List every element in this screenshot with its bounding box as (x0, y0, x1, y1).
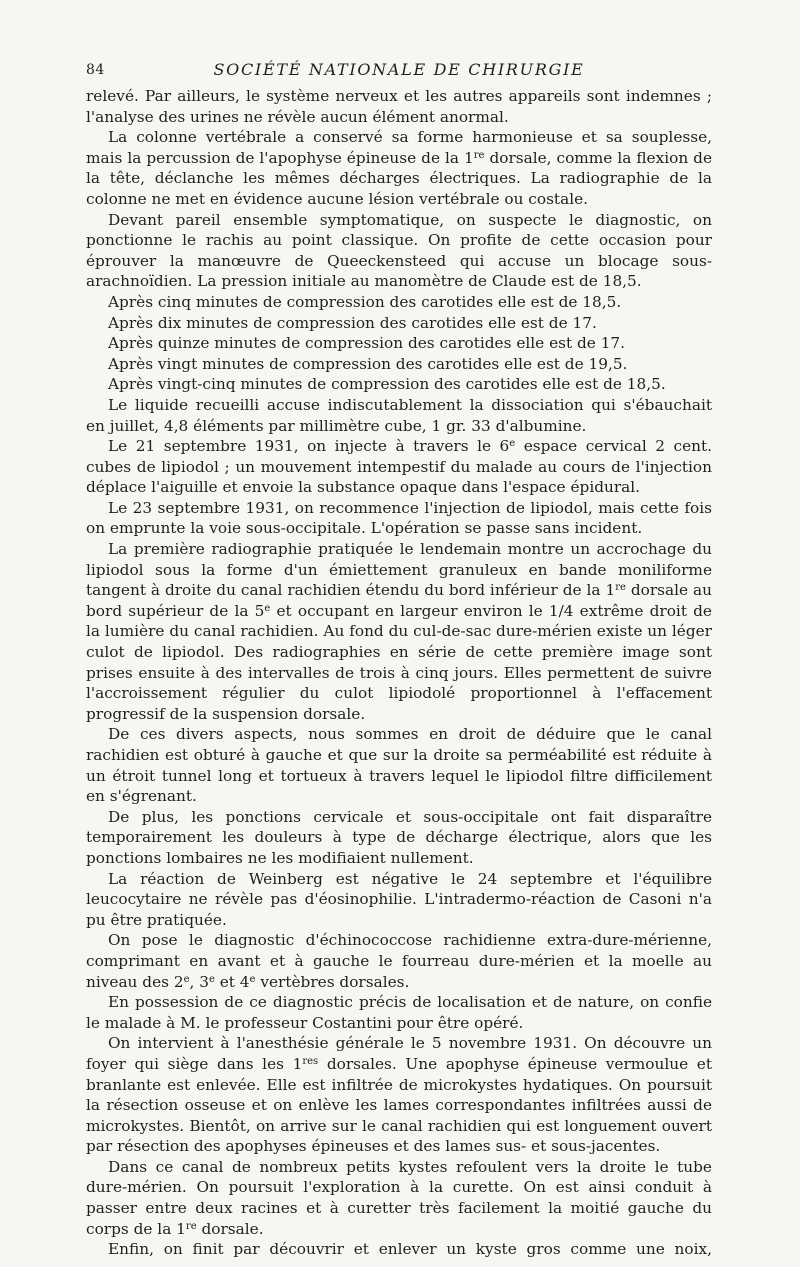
paragraph: On pose le diagnostic d'échinococcose rachidienne extra-dure-mérienne, comprimant en avant et à gauche le fourreau dure-mérien et la moelle au niveau des 2e, 3e et 4e vertèbres dorsales. (86, 931, 712, 991)
paragraph: On intervient à l'anesthésie générale le 5 novembre 1931. On découvre un foyer qui siège dans les 1res dorsales. Une apophyse épineuse vermoulue et branlante est enlevée. Elle est infiltrée de microkystes hydatiques. On poursuit la résection osseuse et on enlève les lames correspondantes infiltrées aussi de microkystes. Bientôt, on arrive sur le canal rachidien qui est longuement ouvert par résection des apophyses épineuses et des lames sus- et sous-jacentes. (86, 1034, 712, 1156)
paragraph: Devant pareil ensemble symptomatique, on suspecte le diagnostic, on ponctionne le rachis au point classique. On profite de cette occasion pour éprouver la manœuvre de Queeckensteed qui accuse un blocage sous-arachnoïdien. La pression initiale au manomètre de Claude est de 18,5. (86, 210, 712, 291)
paragraph: Le liquide recueilli accuse indiscutablement la dissociation qui s'ébauchait en juillet, 4,8 éléments par millimètre cube, 1 gr. 33 d'albumine. (86, 395, 712, 435)
paragraph: Après quinze minutes de compression des carotides elle est de 17. (108, 334, 626, 353)
paragraph: relevé. Par ailleurs, le système nerveux et les autres appareils sont indemnes ; l'analyse des urines ne révèle aucun élément anormal. (86, 87, 712, 126)
running-title: SOCIÉTÉ NATIONALE DE CHIRURGIE (213, 60, 585, 79)
paragraph: En possession de ce diagnostic précis de localisation et de nature, on confie le malade à M. le professeur Costantini pour être opéré. (86, 993, 712, 1032)
paragraph: De plus, les ponctions cervicale et sous-occipitale ont fait disparaître temporairement les douleurs à type de décharge électrique, alors que les ponctions lombaires ne les modifiaient nullement. (86, 807, 712, 867)
paragraph: Le 21 septembre 1931, on injecte à travers le 6e espace cervical 2 cent. cubes de lipiodol ; un mouvement intempestif du malade au cours de l'injection déplace l'aiguille et envoie la substance opaque dans l'espace épidural. (86, 437, 712, 497)
paragraph: Après vingt minutes de compression des carotides elle est de 19,5. (108, 354, 628, 373)
paragraph: Après dix minutes de compression des carotides elle est de 17. (108, 313, 597, 332)
paragraph: Le 23 septembre 1931, on recommence l'injection de lipiodol, mais cette fois on emprunte la voie sous-occipitale. L'opération se passe sans incident. (86, 498, 712, 538)
page (86, 56, 712, 1260)
paragraph: La réaction de Weinberg est négative le 24 septembre et l'équilibre leucocytaire ne révèle pas d'éosinophilie. L'intradermo-réaction de Casoni n'a pu être pratiquée. (86, 869, 712, 929)
paragraph: Après cinq minutes de compression des carotides elle est de 18,5. (108, 292, 622, 311)
page-number: 84 (86, 62, 105, 78)
body-text (86, 86, 712, 1260)
paragraph: La première radiographie pratiquée le lendemain montre un accrochage du lipiodol sous la forme d'un émiettement granuleux en bande moniliforme tangent à droite du canal rachidien étendu du bord inférieur de la 1re dorsale au bord supérieur de la 5e et occupant en largeur environ le 1/4 extrême droit de la lumière du canal rachidien. Au fond du cul-de-sac dure-mérien existe un léger culot de lipiodol. Des radiographies en série de cette première image sont prises ensuite à des intervalles de trois à cinq jours. Elles permettent de suivre l'accroissement régulier du culot lipiodolé proportionnel à l'effacement progressif de la suspension dorsale. (86, 540, 712, 723)
paragraph: Après vingt-cinq minutes de compression des carotides elle est de 18,5. (108, 375, 666, 394)
paragraph: La colonne vertébrale a conservé sa forme harmonieuse et sa souplesse, mais la percussion de l'apophyse épineuse de la 1re dorsale, comme la flexion de la tête, déclanche les mêmes décharges électriques. La radiographie de la colonne ne met en évidence aucune lésion vertébrale ou costale. (86, 128, 713, 208)
paragraph: Enfin, on finit par découvrir et enlever un kyste gros comme une noix, (108, 1240, 712, 1259)
page-header (86, 56, 712, 82)
paragraph: Dans ce canal de nombreux petits kystes refoulent vers la droite le tube dure-mérien. On poursuit l'exploration à la curette. On est ainsi conduit à passer entre deux racines et à curetter très facilement la moitié gauche du corps de la 1re dorsale. (86, 1157, 712, 1238)
paragraph: De ces divers aspects, nous sommes en droit de déduire que le canal rachidien est obturé à gauche et que sur la droite sa perméabilité est réduite à un étroit tunnel long et tortueux à travers lequel le lipiodol filtre difficilement en s'égrenant. (86, 725, 712, 806)
